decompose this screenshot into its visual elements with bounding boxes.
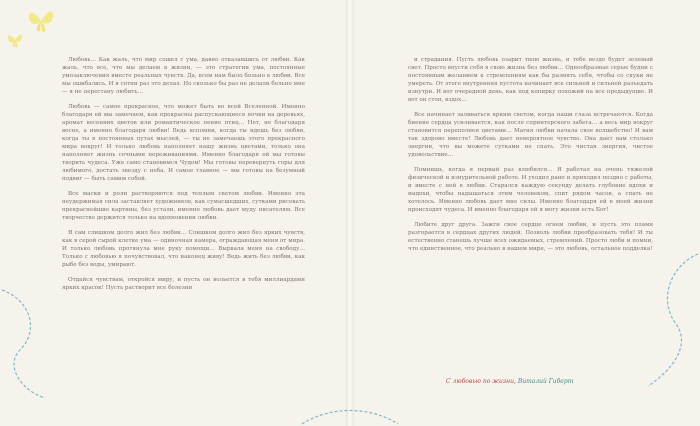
paragraph: Помнишь, когда я первый раз влюбился… Я работал на очень тяжелой физической и изнурительной работе. И уходил рано и приходил поздно с работы, и вместе с ней в любви. Старался каждую секунду делать глубокие вдохи и выдохи, чтобы надышаться этим человеком, спит рядом часов, а спать не хотелось. Именно любовь дает мне силы. Именно благодаря ей в моей жизни происходят чудеса. И именно благодаря ей я могу жизни есть Бог! <box>408 167 653 213</box>
paragraph: Любовь… Как жаль, что мир сошел с ума, давно отказавшись от любви. Как жаль, что все, что мы делаем в жизни, — это стратегии ума, постоянные умозаключения вместо реальных чувств. Да, всем нам было больно в любви. Все мы ошибались. И я сотни раз это делал. Но сколько бы раз не делали больно мне — я не перестану любить… <box>62 57 305 95</box>
butterfly-large-icon <box>26 4 56 36</box>
book-gutter <box>346 0 354 426</box>
swirl-ornament-right <box>640 250 700 390</box>
swirl-ornament-bottom <box>300 400 400 426</box>
paragraph: Все начинает заливаться ярким светом, когда наши глаза встречаются. Когда биение сердца усиливается, как после спринтерского забега… а весь мир вокруг становится переполнен цветами… Магия любви начала свое волшебство! И вам так здорово вместе! Любовь дает невероятное чувство. Она дает вам столько энергии, что вы можете сутками не спать. Это чистая энергия, чистое удовольствие… <box>408 112 653 158</box>
paragraph: Отдайся чувствам, откройся миру, и пусть он вольется в тебя миллиардами ярких красок! Пусть растворит все болезни <box>62 277 305 291</box>
paragraph: Любовь — самое прекрасное, что может быть во всей Вселенной. Именно благодаря ей мы замечаем, как прекрасны распускающиеся почки на деревьях, аромат весенних цветов или романтическое пение птиц… Нет, не благодаря весне, а именно благодаря любви! Ведь вспомни, когда ты идешь без любви, когда ты в постоянных путах мыслей, — ты не замечаешь этого прекрасного мира вокруг! И только любовь наполняет нашу жизнь цветами, только она наполняет жизнь сочными переживаниями. Именно благодаря ей мы готовы творить чудеса. Уже само становимся Чудом! Мы готовы перевернуть горы для любимого, достать звезду с неба. И самое главное — мы готовы на безумный подвиг — быть самим собой. <box>62 104 305 182</box>
swirl-ornament-left <box>0 280 60 400</box>
right-text-column <box>408 56 653 260</box>
paragraph: Все маски и роли растворяются под теплым светом любви. Именно эта неудержимая сила заставляет художников, как сумасшедших, сутками рисовать прекраснейшие картины, без устали, именно любовь дает муду писателям. Все творчество держится только на вдохновении любви. <box>62 191 305 221</box>
signature-prefix: С любовью по жизни, <box>446 378 516 385</box>
signature <box>446 378 666 385</box>
left-text-column <box>62 56 305 299</box>
paragraph: Я сам слишком долго жил без любви… Слишком долго жил без ярких чувств, как в серой сырой клетке ума — одиночная камера, ограждающая меня от мира. И только любовь протянула мне руку помощи… Вырвала меня на свободу… Только с любовью я почувствовал, что наконец живу! Ведь жить без любви, как рыбе без воды, умирают. <box>62 230 305 268</box>
signature-author: Виталий Гиберт <box>517 378 574 385</box>
paragraph: Любите друг друга. Зажги свое сердце огнем любви, и пусть это пламя разгорается в сердцах других людей. Позволь любви преобразовать тебя! И ты естественно станешь лучше всех ожидаемых, стремлений. Просто люби и помни, что единственное, что реально в нашем мире, — это любовь, остальное подделка! <box>408 222 653 252</box>
butterfly-small-icon <box>6 30 24 50</box>
paragraph: и страдания. Пусть любовь озарит твою жизнь, и тебе везде будет зеленый свет. Просто впусти себя в свою жизнь без любви… Однообразные серые будни с постоянным желанием к стремлениям как бы размять себя, чтобы со скуки не умереть. От этого внутренняя пустота начинает все сильней и сильней разъедать изнутри. И вот очередной день, как под копирку похожий на все предыдущие. И вот он стон, вздох… <box>408 57 653 103</box>
